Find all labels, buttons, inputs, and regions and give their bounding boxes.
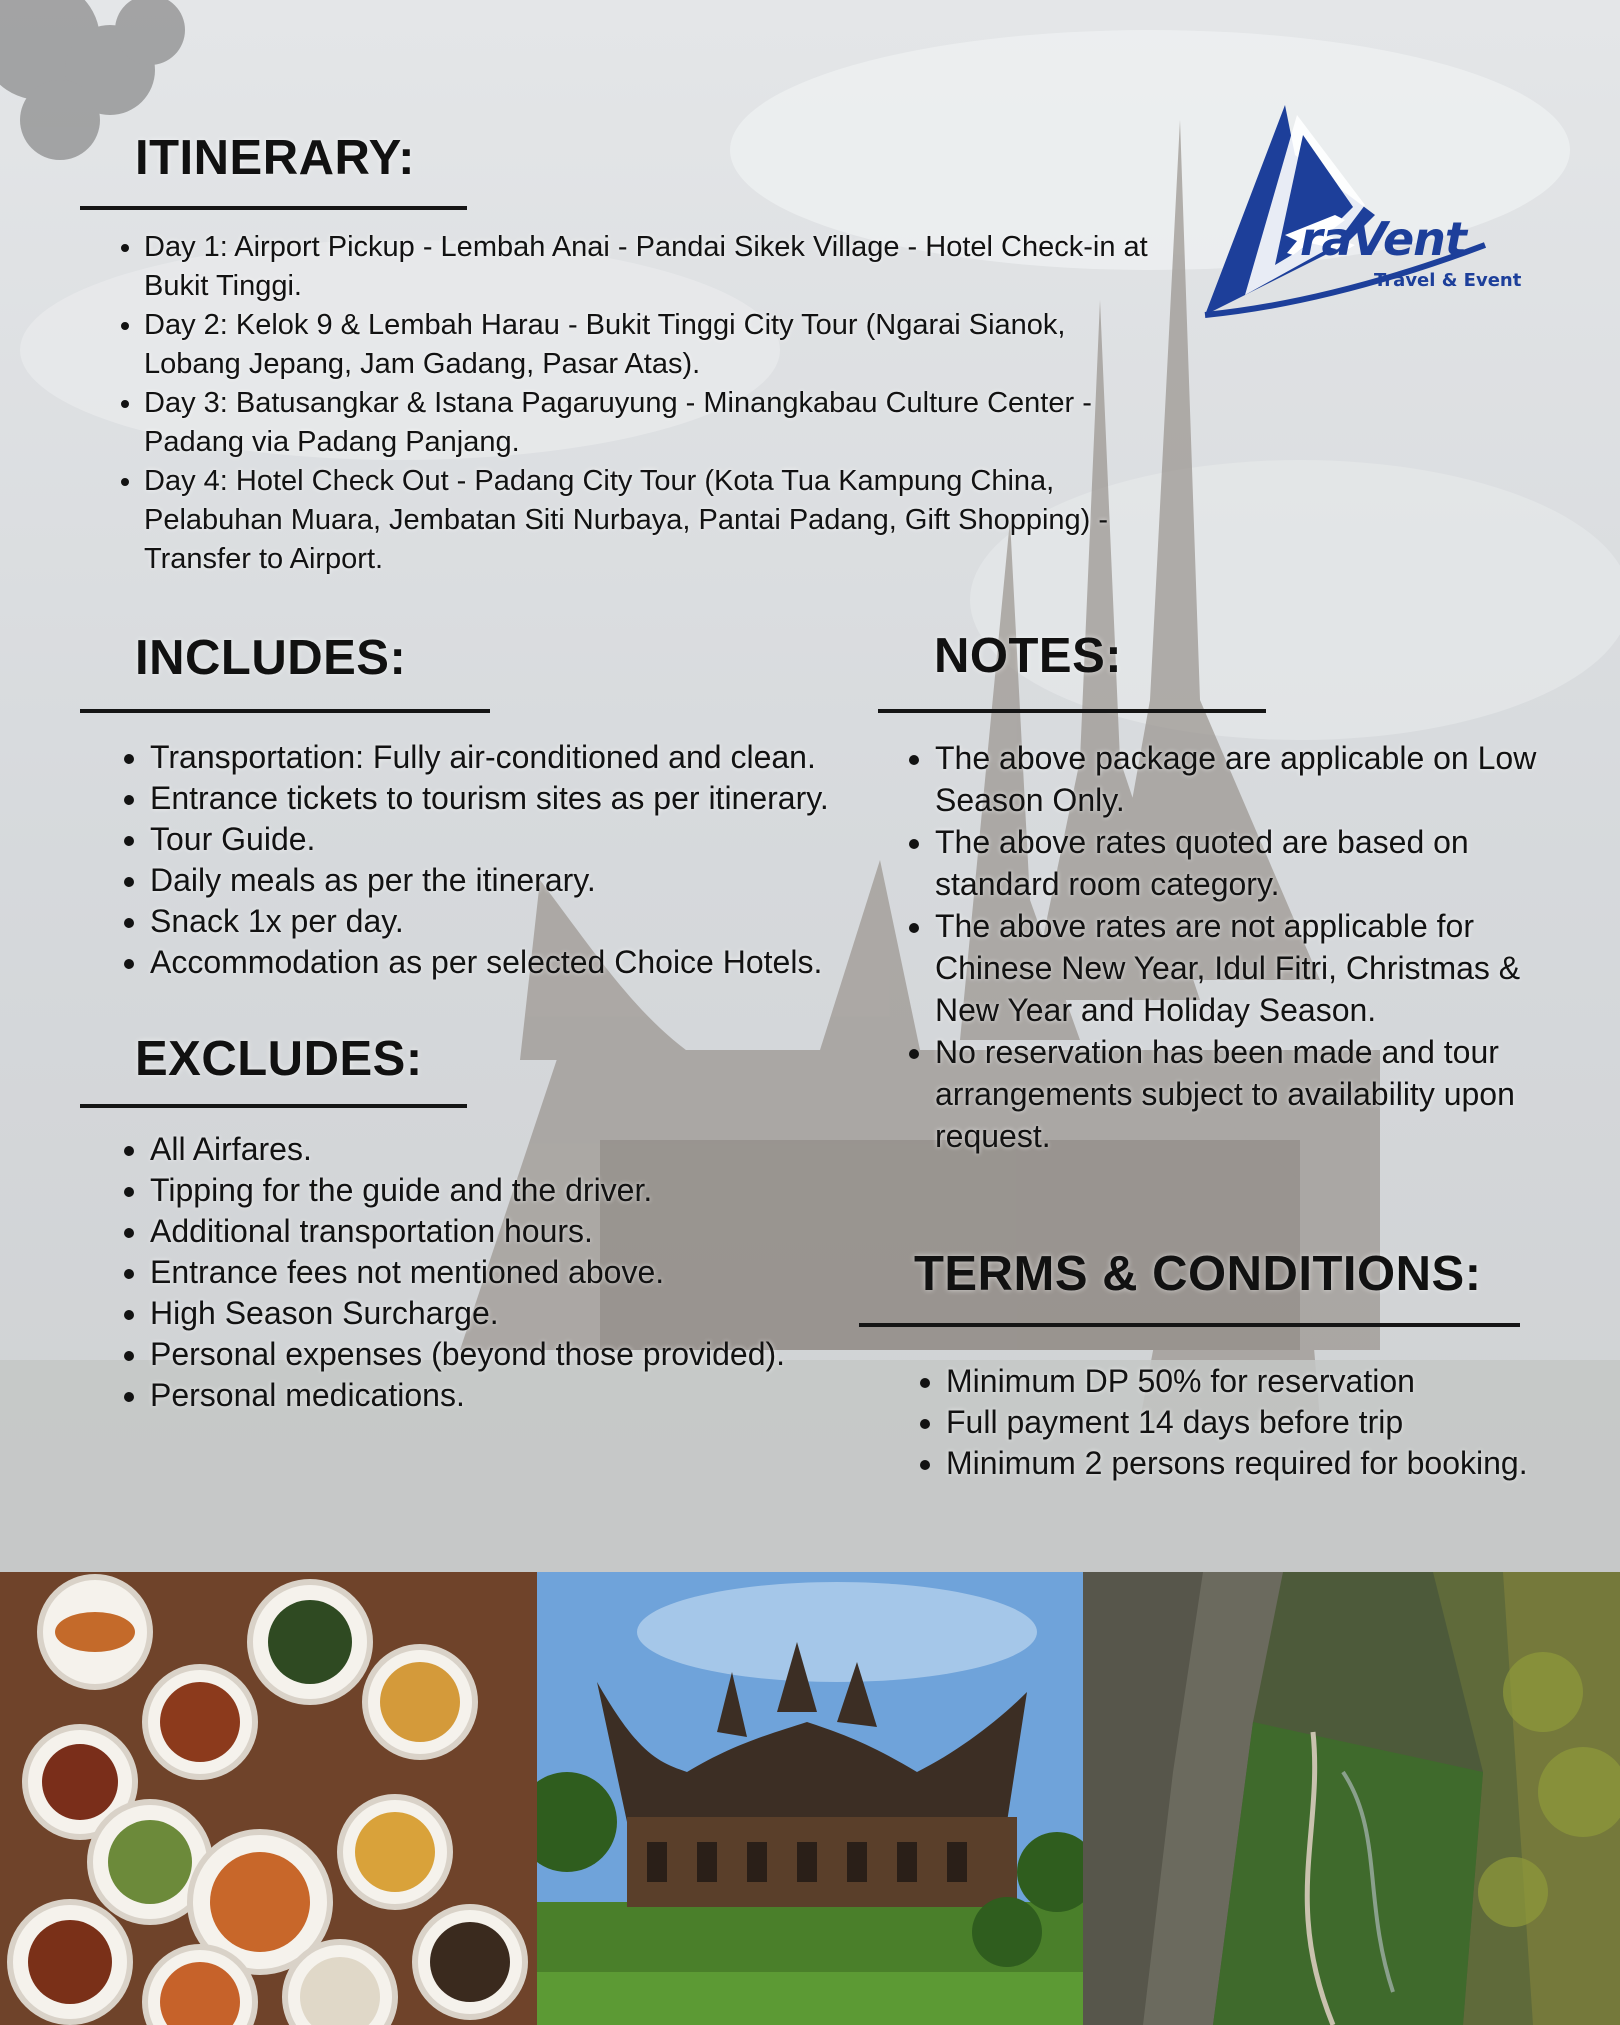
- list-item: • Additional transportation hours.: [150, 1211, 910, 1252]
- terms-list: [912, 1361, 1620, 1484]
- includes-title: INCLUDES:: [135, 631, 407, 685]
- list-item: • Personal expenses (beyond those provided).: [150, 1334, 910, 1375]
- list-item: • High Season Surcharge.: [150, 1293, 910, 1334]
- excludes-title: EXCLUDES:: [135, 1032, 423, 1086]
- itinerary-list: [110, 228, 1154, 579]
- brand-tagline: Travel & Event: [1374, 270, 1522, 291]
- notes-list: [901, 737, 1575, 1157]
- list-item: • Minimum DP 50% for reservation: [946, 1361, 1620, 1402]
- list-item: • Tipping for the guide and the driver.: [150, 1170, 910, 1211]
- list-item: • Minimum 2 persons required for booking.: [946, 1443, 1620, 1484]
- photo-food: [0, 1572, 537, 2025]
- list-item: • Snack 1x per day.: [150, 901, 910, 942]
- list-item: • Entrance fees not mentioned above.: [150, 1252, 910, 1293]
- rumah-gadang-icon: [537, 1572, 1083, 2025]
- list-item: • All Airfares.: [150, 1129, 910, 1170]
- list-item: • Daily meals as per the itinerary.: [150, 860, 910, 901]
- list-item: • Day 2: Kelok 9 & Lembah Harau - Bukit Tinggi City Tour (Ngarai Sianok, Lobang Jepang, Jam Gadang, Pasar Atas).: [144, 306, 1154, 384]
- list-item: • Entrance tickets to tourism sites as per itinerary.: [150, 778, 910, 819]
- itinerary-title: ITINERARY:: [135, 131, 415, 185]
- photo-rumah-gadang: [537, 1572, 1083, 2025]
- brand-name: raVent: [1300, 212, 1466, 266]
- includes-list: [116, 737, 910, 983]
- terms-divider: [859, 1323, 1520, 1327]
- list-item: • The above rates quoted are based on standard room category.: [935, 821, 1575, 905]
- list-item: • The above package are applicable on Low Season Only.: [935, 737, 1575, 821]
- list-item: • Full payment 14 days before trip: [946, 1402, 1620, 1443]
- list-item: • Accommodation as per selected Choice Hotels.: [150, 942, 910, 983]
- excludes-divider: [80, 1104, 467, 1108]
- itinerary-divider: [80, 206, 467, 210]
- list-item: • Day 3: Batusangkar & Istana Pagaruyung - Minangkabau Culture Center - Padang via Padang Panjang.: [144, 384, 1154, 462]
- notes-title: NOTES:: [934, 629, 1123, 683]
- includes-divider: [80, 709, 490, 713]
- excludes-list: [116, 1129, 910, 1416]
- list-item: • Day 1: Airport Pickup - Lembah Anai - Pandai Sikek Village - Hotel Check-in at Bukit Tinggi.: [144, 228, 1154, 306]
- list-item: • Transportation: Fully air-conditioned and clean.: [150, 737, 910, 778]
- terms-title: TERMS & CONDITIONS:: [914, 1247, 1482, 1301]
- list-item: • No reservation has been made and tour arrangements subject to availability upon request.: [935, 1031, 1575, 1157]
- notes-divider: [878, 709, 1266, 713]
- photo-valley: [1083, 1572, 1620, 2025]
- list-item: • The above rates are not applicable for Chinese New Year, Idul Fitri, Christmas & New Year and Holiday Season.: [935, 905, 1575, 1031]
- list-item: • Day 4: Hotel Check Out - Padang City Tour (Kota Tua Kampung China, Pelabuhan Muara, Jembatan Siti Nurbaya, Pantai Padang, Gift Shopping) - Transfer to Airport.: [144, 462, 1154, 579]
- valley-icon: [1083, 1572, 1620, 2025]
- food-icon: [0, 1572, 537, 2025]
- list-item: • Tour Guide.: [150, 819, 910, 860]
- list-item: • Personal medications.: [150, 1375, 910, 1416]
